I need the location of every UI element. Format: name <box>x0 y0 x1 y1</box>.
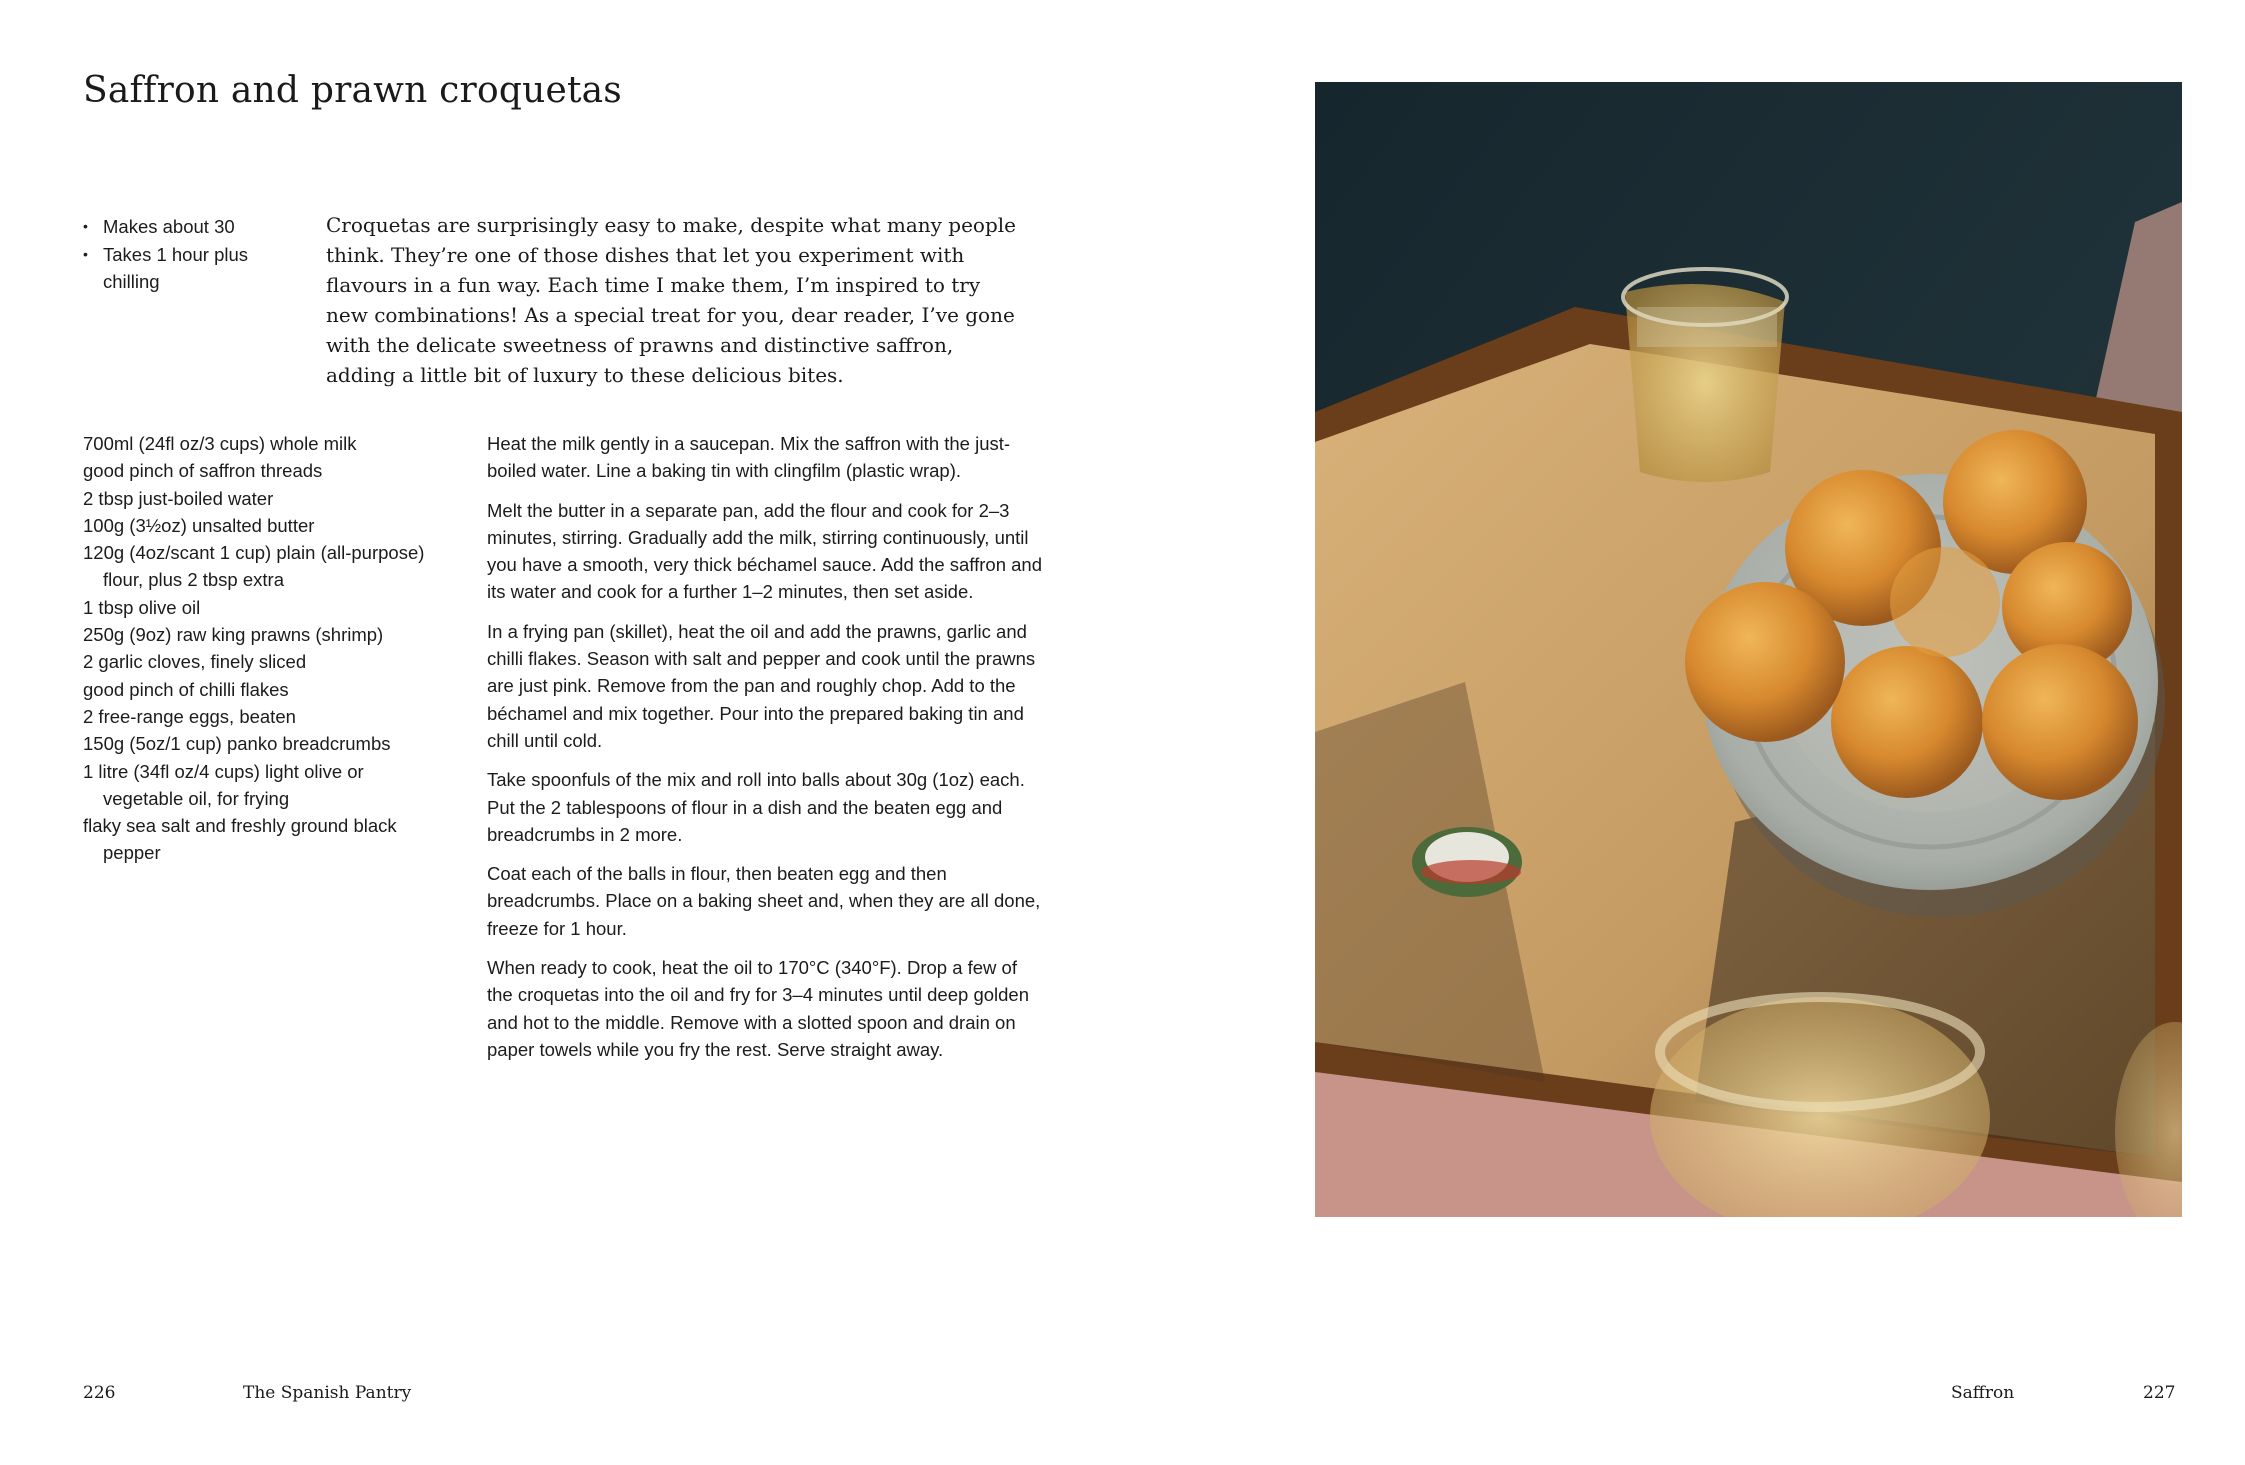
method-step: Melt the butter in a separate pan, add the flour and cook for 2–3 minutes, stirring. Gradually add the milk, stirring continuously, until you have a smooth, very thick béchamel sauce. Add the saffron and its water and cook for a further 1–2 minutes, then set aside. <box>487 499 1042 603</box>
recipe-meta <box>83 213 293 296</box>
yield-text: • Makes about 30 <box>83 213 293 241</box>
ingredient-item: 150g (5oz/1 cup) panko breadcrumbs <box>83 733 391 755</box>
ingredient-item: 250g (9oz) raw king prawns (shrimp) <box>83 624 384 646</box>
left-running-title: The Spanish Pantry <box>243 1383 412 1403</box>
recipe-intro: Croquetas are surprisingly easy to make, despite what many people think. They’re one of those dishes that let you experiment with flavours in a fun way. Each time I make them, I’m inspired to try new combinations! As a special treat for you, dear reader, I’ve gone with the delicate sweetness of prawns and distinctive saffron, adding a little bit of luxury to these delicious bites. <box>326 213 1017 387</box>
method-steps <box>487 430 1042 1075</box>
method-step: Coat each of the balls in flour, then beaten egg and then breadcrumbs. Place on a baking sheet and, when they are all done, freeze for 1 hour. <box>487 863 1041 939</box>
method-step: Take spoonfuls of the mix and roll into balls about 30g (1oz) each. Put the 2 tablespoons of flour in a dish and the beaten egg and breadcrumbs in 2 more. <box>487 769 1025 845</box>
ingredient-item: 700ml (24fl oz/3 cups) whole milk <box>83 433 357 454</box>
croquetas-photo <box>1315 82 2182 1217</box>
time-text: • Takes 1 hour plus chilling <box>83 241 293 296</box>
ingredient-item: 120g (4oz/scant 1 cup) plain (all-purpose) flour, plus 2 tbsp extra <box>83 542 425 591</box>
right-running-title: Saffron <box>1951 1383 2015 1403</box>
ingredient-item: 2 garlic cloves, finely sliced <box>83 651 307 673</box>
method-step: Heat the milk gently in a saucepan. Mix the saffron with the just-boiled water. Line a baking tin with clingfilm (plastic wrap). <box>487 433 1011 482</box>
left-page-number: 226 <box>83 1383 116 1403</box>
ingredient-item: good pinch of saffron threads <box>83 460 323 482</box>
ingredient-list <box>83 430 428 867</box>
ingredient-item: 1 litre (34fl oz/4 cups) light olive or vegetable oil, for frying <box>83 760 364 809</box>
recipe-title: Saffron and prawn croquetas <box>83 70 622 111</box>
method-step: When ready to cook, heat the oil to 170°C (340°F). Drop a few of the croquetas into the oil and fry for 3–4 minutes until deep golden and hot to the middle. Remove with a slotted spoon and drain on paper towels while you fry the rest. Serve straight away. <box>487 957 1029 1060</box>
ingredient-item: good pinch of chilli flakes <box>83 678 289 700</box>
ingredient-item: 2 free-range eggs, beaten <box>83 705 296 727</box>
ingredient-item: 2 tbsp just-boiled water <box>83 487 274 509</box>
ingredient-item: flaky sea salt and freshly ground black pepper <box>83 815 397 864</box>
ingredient-item: 100g (3½oz) unsalted butter <box>83 514 315 536</box>
method-step: In a frying pan (skillet), heat the oil and add the prawns, garlic and chilli flakes. Season with salt and pepper and cook until the prawns are just pink. Remove from the pan and roughly chop. Add to the béchamel and mix together. Pour into the prepared baking tin and chill until cold. <box>487 620 1036 751</box>
right-page-number: 227 <box>2143 1383 2176 1403</box>
ingredient-item: 1 tbsp olive oil <box>83 596 201 618</box>
